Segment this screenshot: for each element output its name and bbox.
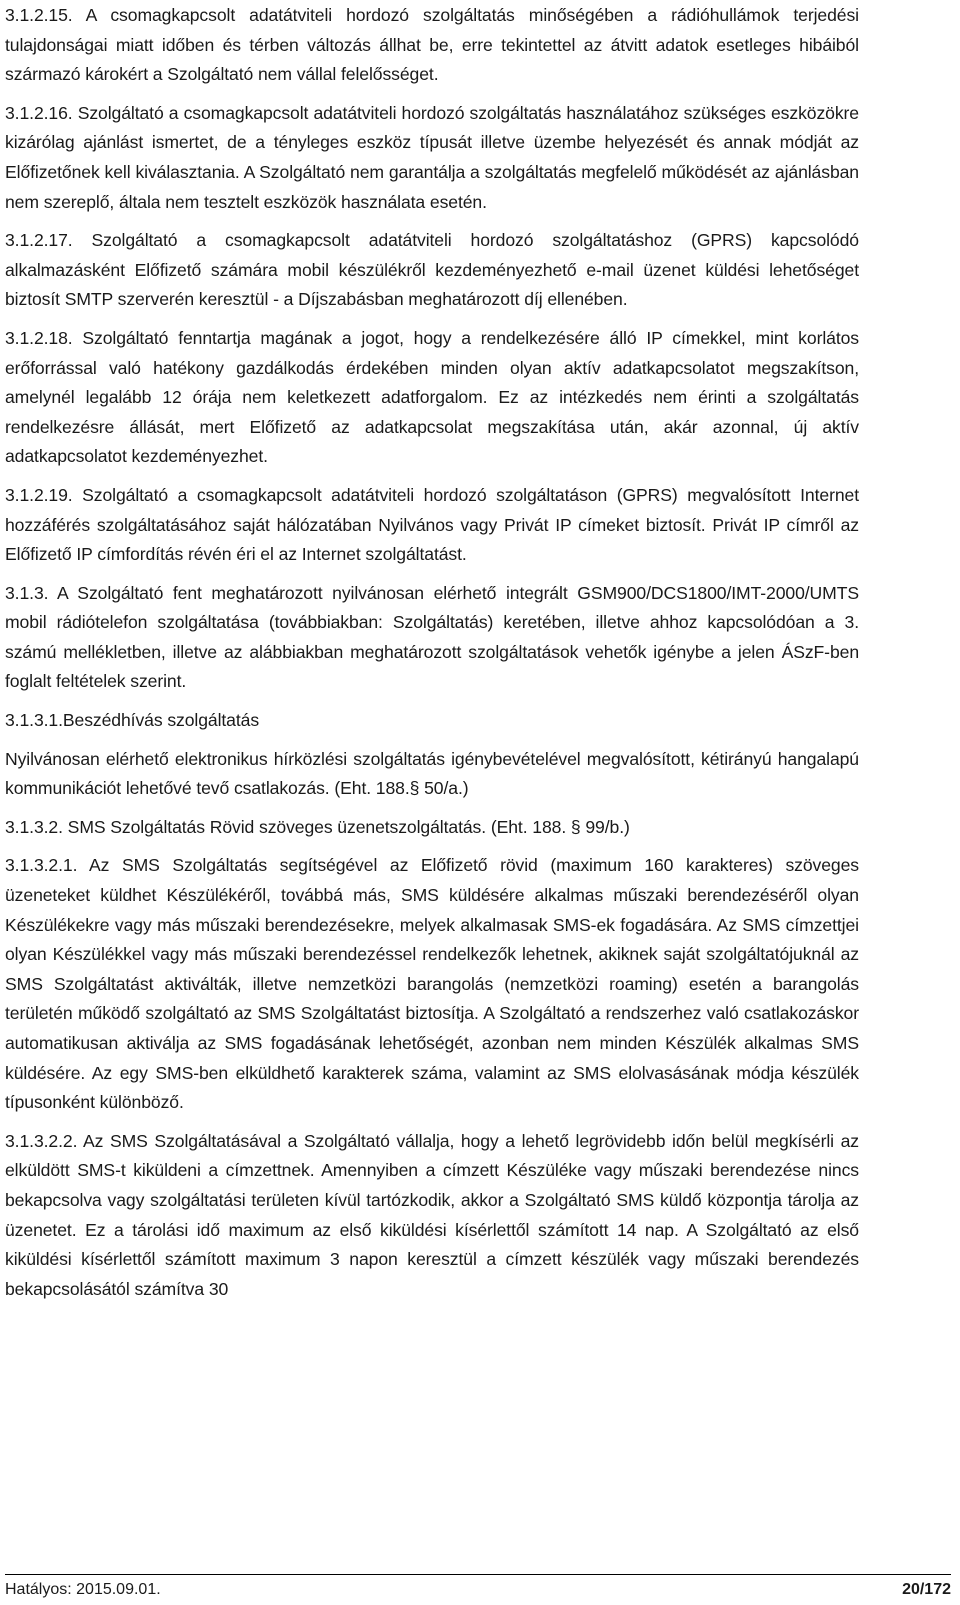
document-body: [5, 0, 859, 1313]
paragraph-3-1-3: 3.1.3. A Szolgáltató fent meghatározott nyilvánosan elérhető integrált GSM900/DCS1800/IMT-2000/UMTS mobil rádiótelefon szolgáltatása (továbbiakban: Szolgáltatás) keretében, illetve ahhoz kapcsolódóan a 3. számú mellékletben, illetve az alábbiakban meghatározott szolgáltatások vehetők igénybe a jelen ÁSzF-ben foglalt feltételek szerint.: [5, 582, 859, 692]
paragraph-3-1-2-16: 3.1.2.16. Szolgáltató a csomagkapcsolt adatátviteli hordozó szolgáltatás használatához szükséges eszközökre kizárólag ajánlást ismertet, de a tényleges eszköz típusát illetve üzembe helyezését és annak módját az Előfizetőnek kell kiválasztania. A Szolgáltató nem garantálja a szolgáltatás megfelelő működését az ajánlásban nem szereplő, általa nem tesztelt eszközök használata esetén.: [5, 102, 859, 212]
paragraph-3-1-3-2-1: 3.1.3.2.1. Az SMS Szolgáltatás segítségével az Előfizető rövid (maximum 160 karakteres) szöveges üzeneteket küldhet Készülékéről, továbbá más, SMS küldésére alkalmas műszaki berendezéséről olyan Készülékekre vagy más műszaki berendezésekre, melyek alkalmasak SMS-ek fogadására. Az SMS címzettjei olyan Készülékkel vagy más műszaki berendezéssel rendelkezők lehetnek, akiknek saját szolgáltatójuknál az SMS Szolgáltatást aktiválták, illetve nemzetközi barangolás (nemzetközi roaming) esetén a barangolás területén működő szolgáltató az SMS Szolgáltatást biztosítja. A Szolgáltató a rendszerhez való csatlakozáskor automatikusan aktiválja az SMS fogadásának lehetőségét, azonban nem minden Készülék alkalmas SMS küldésére. Az egy SMS-ben elküldhető karakterek száma, valamint az SMS elolvasásának módja készülék típusonként különböző.: [5, 855, 859, 1113]
section-heading-3-1-3-1: 3.1.3.1.Beszédhívás szolgáltatás: [5, 710, 260, 731]
page-number: 20/172: [902, 1581, 951, 1598]
paragraph-voice-call-definition: Nyilvánosan elérhető elektronikus hírközlési szolgáltatás igénybevételével megvalósított, kétirányú hangalapú kommunikációt lehetővé tevő csatlakozás. (Eht. 188.§ 50/a.): [5, 748, 859, 799]
page-footer: [5, 1574, 951, 1601]
paragraph-3-1-2-15: 3.1.2.15. A csomagkapcsolt adatátviteli hordozó szolgáltatás minőségében a rádióhullámok terjedési tulajdonságai miatt időben és térben változás állhat be, erre tekintettel az átvitt adatok esetleges hibáiból származó károkért a Szolgáltató nem vállal felelősséget.: [5, 5, 859, 85]
paragraph-3-1-2-17: 3.1.2.17. Szolgáltató a csomagkapcsolt adatátviteli hordozó szolgáltatáshoz (GPRS) kapcsolódó alkalmazásként Előfizető számára mobil készülékről kezdeményezhető e-mail üzenet küldési lehetőséget biztosít SMTP szerverén keresztül - a Díjszabásban meghatározott díj ellenében.: [5, 230, 859, 310]
effective-date: Hatályos: 2015.09.01.: [5, 1581, 161, 1598]
paragraph-3-1-2-19: 3.1.2.19. Szolgáltató a csomagkapcsolt adatátviteli hordozó szolgáltatáson (GPRS) megvalósított Internet hozzáférés szolgáltatásához saját hálózatában Nyilvános vagy Privát IP címeket biztosít. Privát IP címről az Előfizető IP címfordítás révén éri el az Internet szolgáltatást.: [5, 484, 859, 565]
section-heading-3-1-3-2: 3.1.3.2. SMS Szolgáltatás Rövid szöveges üzenetszolgáltatás. (Eht. 188. § 99/b.): [5, 816, 630, 837]
paragraph-3-1-2-18: 3.1.2.18. Szolgáltató fenntartja magának a jogot, hogy a rendelkezésére álló IP címekkel, mint korlátos erőforrással való hatékony gazdálkodás érdekében minden olyan aktív adatkapcsolatot megszakítson, amelynél legalább 12 órája nem keletkezett adatforgalom. Ez az intézkedés nem érinti a szolgáltatás rendelkezésre állását, mert Előfizető az adatkapcsolat megszakítása után, akár azonnal, új aktív adatkapcsolatot kezdeményezhet.: [5, 327, 859, 467]
paragraph-3-1-3-2-2: 3.1.3.2.2. Az SMS Szolgáltatásával a Szolgáltató vállalja, hogy a lehető legrövidebb időn belül megkísérli az elküldött SMS-t kiküldeni a címzettnek. Amennyiben a címzett Készüléke vagy műszaki berendezése nincs bekapcsolva vagy szolgáltatási területen kívül tartózkodik, akkor a Szolgáltató SMS küldő központja tárolja az üzenetet. Ez a tárolási idő maximum az első kiküldési kísérlettől számított 14 nap. A Szolgáltató az első kiküldési kísérlettől számított maximum 3 napon keresztül a címzett készülék vagy műszaki berendezés bekapcsolásától számítva 30: [5, 1130, 859, 1299]
